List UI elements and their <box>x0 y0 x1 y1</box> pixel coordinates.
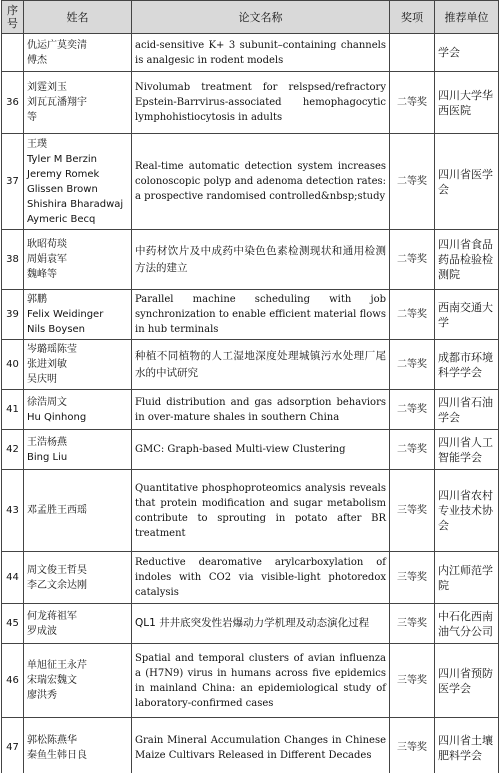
award-level: 三等奖 <box>390 604 435 644</box>
paper-title: 中药材饮片及中成药中染色色素检测现状和通用检测方法的建立 <box>132 230 390 290</box>
paper-title: Spatial and temporal clusters of avian influenza a (H7N9) virus in humans across five epidemics in mainland China: an epidemiological study of laboratory-confirmed cases <box>132 644 390 718</box>
author-names <box>24 552 132 604</box>
paper-title: Real-time automatic detection system increases colonoscopic polyp and adenoma detection rates: a prospective randomised controlled&nbsp;study <box>132 134 390 230</box>
header-org: 推荐单位 <box>435 1 499 34</box>
recommending-org: 四川大学华西医院 <box>435 72 499 134</box>
row-index: 42 <box>2 430 24 470</box>
author-names <box>24 72 132 134</box>
author-name: 邓孟胜王西瑶 <box>27 505 87 516</box>
author-name: 何龙蒋祖军 <box>27 610 77 622</box>
header-award: 奖项 <box>390 1 435 34</box>
recommending-org: 四川省医学会 <box>435 134 499 230</box>
table-row <box>2 390 499 430</box>
author-names <box>24 34 132 72</box>
award-level: 三等奖 <box>390 470 435 552</box>
table-row <box>2 72 499 134</box>
author-names <box>24 470 132 552</box>
author-name: Glissen Brown <box>27 183 98 195</box>
author-names <box>24 644 132 718</box>
paper-title: 种植不同植物的人工湿地深度处理城镇污水处理厂尾水的中试研究 <box>132 340 390 390</box>
author-name: Bing Liu <box>27 451 68 463</box>
award-level: 三等奖 <box>390 552 435 604</box>
paper-title: Nivolumab treatment for relspsed/refractory Epstein-Barrvirus-associated hemophagocytic lymphohistiocytosis in adults <box>132 72 390 134</box>
paper-title: Grain Mineral Accumulation Changes in Chinese Maize Cultivars Released in Different Decades <box>132 718 390 773</box>
author-names <box>24 340 132 390</box>
recommending-org: 四川省食品药品检验检测院 <box>435 230 499 290</box>
author-name: 刘瓦瓦潘翔宇 <box>27 97 87 108</box>
author-name: 傅杰 <box>27 54 47 66</box>
author-name: 周文俊王哲昊 <box>27 564 87 576</box>
table-row <box>2 430 499 470</box>
paper-title: Fluid distribution and gas adsorption behaviors in over-mature shales in southern China <box>132 390 390 430</box>
row-index: 41 <box>2 390 24 430</box>
award-level: 二等奖 <box>390 390 435 430</box>
award-level: 二等奖 <box>390 134 435 230</box>
row-index: 46 <box>2 644 24 718</box>
author-name: 郭松陈燕华 <box>27 734 77 746</box>
award-level: 三等奖 <box>390 718 435 773</box>
author-name: 徐浩周文 <box>27 396 67 408</box>
author-name: 刘霆刘玉 <box>27 82 67 93</box>
paper-title: Parallel machine scheduling with job synchronization to enable efficient material flows in hub terminals <box>132 290 390 340</box>
table-row <box>2 230 499 290</box>
author-name: Jeremy Romek <box>27 168 100 180</box>
author-name: Tyler M Berzin <box>27 153 97 165</box>
row-index: 40 <box>2 340 24 390</box>
author-name: 李乙文余达刚 <box>27 579 87 591</box>
author-names <box>24 230 132 290</box>
table-row <box>2 470 499 552</box>
recommending-org: 四川省人工智能学会 <box>435 430 499 470</box>
header-index: 序 号 <box>2 1 24 34</box>
author-name: 仇运广莫奕清 <box>27 39 87 51</box>
header-title: 论文名称 <box>132 1 390 34</box>
table-row <box>2 644 499 718</box>
author-names <box>24 604 132 644</box>
row-index: 37 <box>2 134 24 230</box>
table-row <box>2 134 499 230</box>
author-name: Felix Weidinger <box>27 309 104 320</box>
row-index: 43 <box>2 470 24 552</box>
row-index: 38 <box>2 230 24 290</box>
author-name: 吴庆明 <box>27 374 57 385</box>
row-index: 36 <box>2 72 24 134</box>
recommending-org: 学会 <box>435 34 499 72</box>
award-table <box>1 0 499 773</box>
award-level: 二等奖 <box>390 290 435 340</box>
paper-title: QL1 井井底突发性岩爆动力学机理及动态演化过程 <box>132 604 390 644</box>
author-name: Nils Boysen <box>27 324 86 335</box>
table-row <box>2 340 499 390</box>
author-name: 罗成波 <box>27 625 57 637</box>
author-name: 王璞 <box>27 138 47 150</box>
row-index: 45 <box>2 604 24 644</box>
author-names <box>24 430 132 470</box>
author-names <box>24 134 132 230</box>
recommending-org: 内江师范学院 <box>435 552 499 604</box>
table-row <box>2 718 499 773</box>
author-name: 岑璐瑶陈莹 <box>27 344 77 355</box>
award-level: 二等奖 <box>390 430 435 470</box>
author-name: Aymeric Becq <box>27 213 96 225</box>
author-name: 张进刘敏 <box>27 359 67 370</box>
row-index <box>2 34 24 72</box>
author-name: Shishira Bharadwaj <box>27 198 124 210</box>
author-names <box>24 290 132 340</box>
author-name: 王浩杨燕 <box>27 436 67 448</box>
author-names <box>24 390 132 430</box>
table-row <box>2 34 499 72</box>
table-row <box>2 290 499 340</box>
author-names <box>24 718 132 773</box>
author-name: 宋瑞宏魏文 <box>27 675 77 686</box>
row-index: 47 <box>2 718 24 773</box>
paper-title: GMC: Graph-based Multi-view Clustering <box>132 430 390 470</box>
award-level <box>390 34 435 72</box>
author-name: 周娟袁军 <box>27 254 67 265</box>
author-name: 秦鱼生韩日良 <box>27 749 87 761</box>
recommending-org: 四川省土壤肥料学会 <box>435 718 499 773</box>
table-body <box>2 34 499 773</box>
recommending-org: 四川省农村专业技术协会 <box>435 470 499 552</box>
paper-title: acid-sensitive K+ 3 subunit–containing channels is analgesic in rodent models <box>132 34 390 72</box>
recommending-org: 西南交通大学 <box>435 290 499 340</box>
author-name: 等 <box>27 112 37 123</box>
row-index: 39 <box>2 290 24 340</box>
recommending-org: 中石化西南油气分公司 <box>435 604 499 644</box>
author-name: 耿昭荀琰 <box>27 239 67 250</box>
author-name: 廖洪秀 <box>27 690 57 701</box>
author-name: 单旭征王永芹 <box>27 660 87 671</box>
recommending-org: 成都市环境科学学会 <box>435 340 499 390</box>
award-level: 二等奖 <box>390 340 435 390</box>
award-level: 二等奖 <box>390 230 435 290</box>
author-name: 魏峰等 <box>27 269 57 280</box>
paper-title: Reductive dearomative arylcarboxylation of indoles with CO2 via visible-light photoredox catalysis <box>132 552 390 604</box>
header-row <box>2 1 499 34</box>
row-index: 44 <box>2 552 24 604</box>
award-level: 三等奖 <box>390 644 435 718</box>
table-row <box>2 604 499 644</box>
paper-title: Quantitative phosphoproteomics analysis reveals that protein modification and sugar metabolism contribute to sprouting in potato after BR treatment <box>132 470 390 552</box>
table-row <box>2 552 499 604</box>
recommending-org: 四川省预防医学会 <box>435 644 499 718</box>
recommending-org: 四川省石油学会 <box>435 390 499 430</box>
author-name: 郭鹏 <box>27 294 47 305</box>
header-name: 姓名 <box>24 1 132 34</box>
award-level: 二等奖 <box>390 72 435 134</box>
author-name: Hu Qinhong <box>27 411 87 423</box>
